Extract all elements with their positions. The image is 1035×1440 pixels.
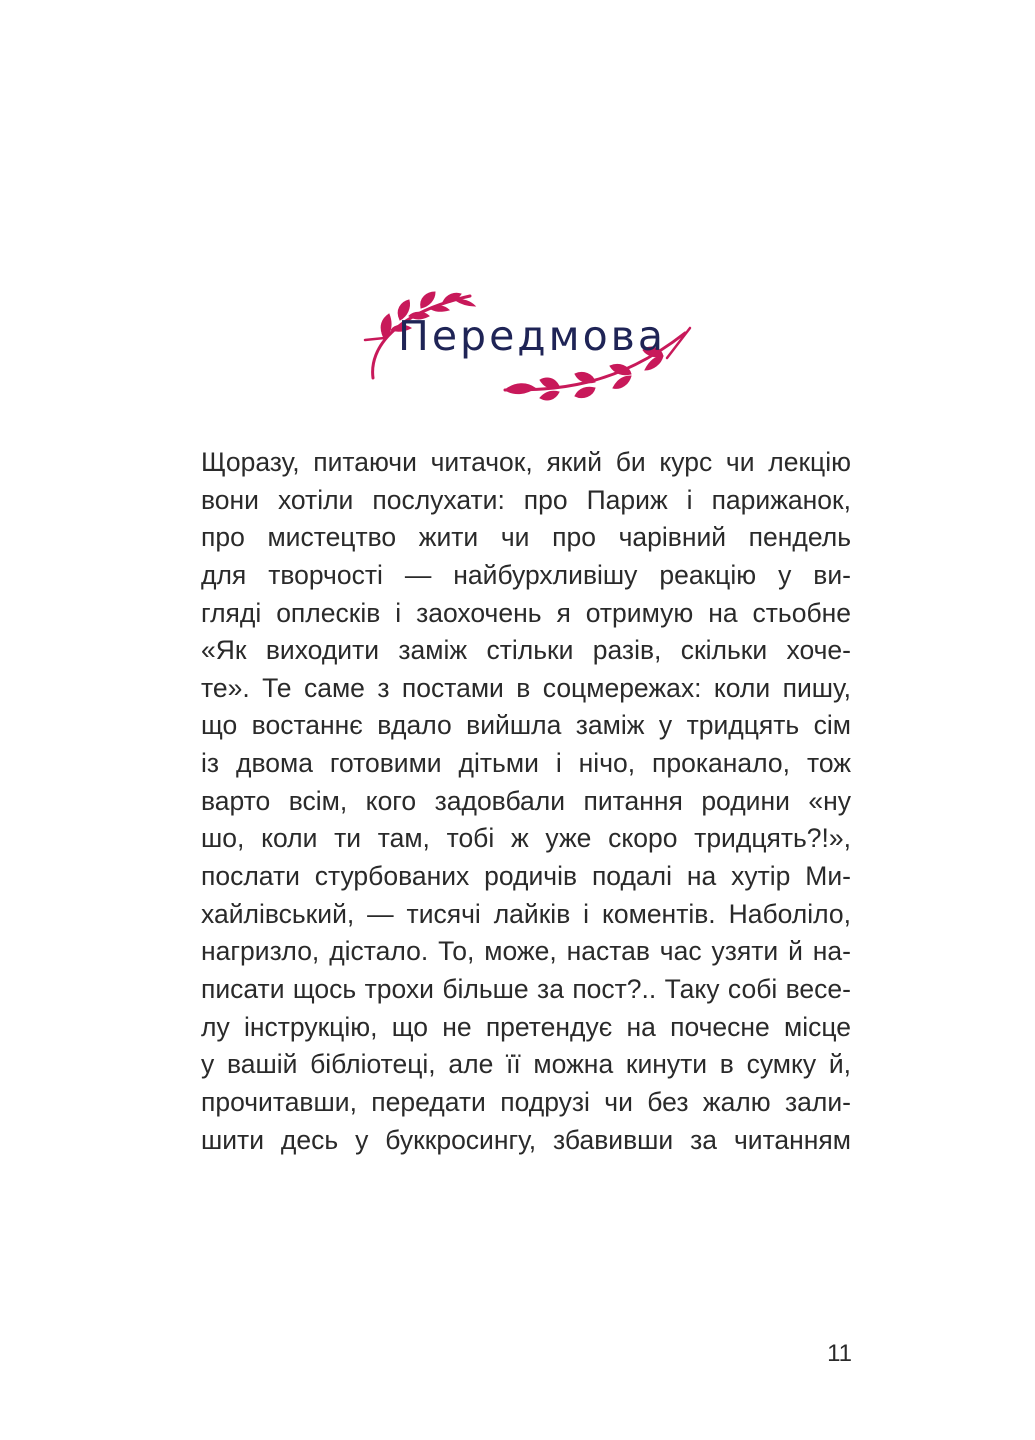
text-line: нагризло, дістало. То, може, настав час узяти й на- xyxy=(201,936,851,967)
text-line: про мистецтво жити чи про чарівний пендель xyxy=(201,522,851,553)
text-line: писати щось трохи більше за пост?.. Таку собі весе- xyxy=(201,973,851,1004)
text-line: лу інструкцію, що не претендує на почесне місце xyxy=(201,1011,851,1042)
text-line: шо, коли ти там, тобі ж уже скоро тридцять?!», xyxy=(201,823,851,854)
text-line: вони хотіли послухати: про Париж і парижанок, xyxy=(201,484,851,515)
text-line: послати стурбованих родичів подалі на хутір Ми- xyxy=(201,861,851,892)
chapter-title: Передмова xyxy=(398,312,666,360)
text-line: Щоразу, питаючи читачок, який би курс чи лекцію xyxy=(201,447,851,477)
text-line: хайлівський, — тисячі лайків і коментів. Наболіло, xyxy=(201,898,851,929)
preface-paragraph xyxy=(201,444,851,1159)
chapter-heading-block xyxy=(355,278,700,418)
text-line: гляді оплесків і заохочень я отримую на стьобне xyxy=(201,597,851,628)
text-line: «Як виходити заміж стільки разів, скільки хоче- xyxy=(201,635,851,666)
text-line: варто всім, кого задовбали питання родини «ну xyxy=(201,785,851,816)
text-line: із двома готовими дітьми і нічо, проканало, тож xyxy=(201,748,851,779)
text-line: шити десь у буккросингу, збавивши за читанням xyxy=(201,1124,851,1155)
text-line: те». Те саме з постами в соцмережах: коли пишу, xyxy=(201,672,851,703)
text-line: що востаннє вдало вийшла заміж у тридцять сім xyxy=(201,710,851,741)
text-line: для творчості — найбурхливішу реакцію у ви- xyxy=(201,559,851,590)
text-line: у вашій бібліотеці, але її можна кинути в сумку й, xyxy=(201,1049,851,1080)
text-line: прочитавши, передати подрузі чи без жалю зали- xyxy=(201,1086,851,1117)
page-number: 11 xyxy=(827,1340,852,1367)
